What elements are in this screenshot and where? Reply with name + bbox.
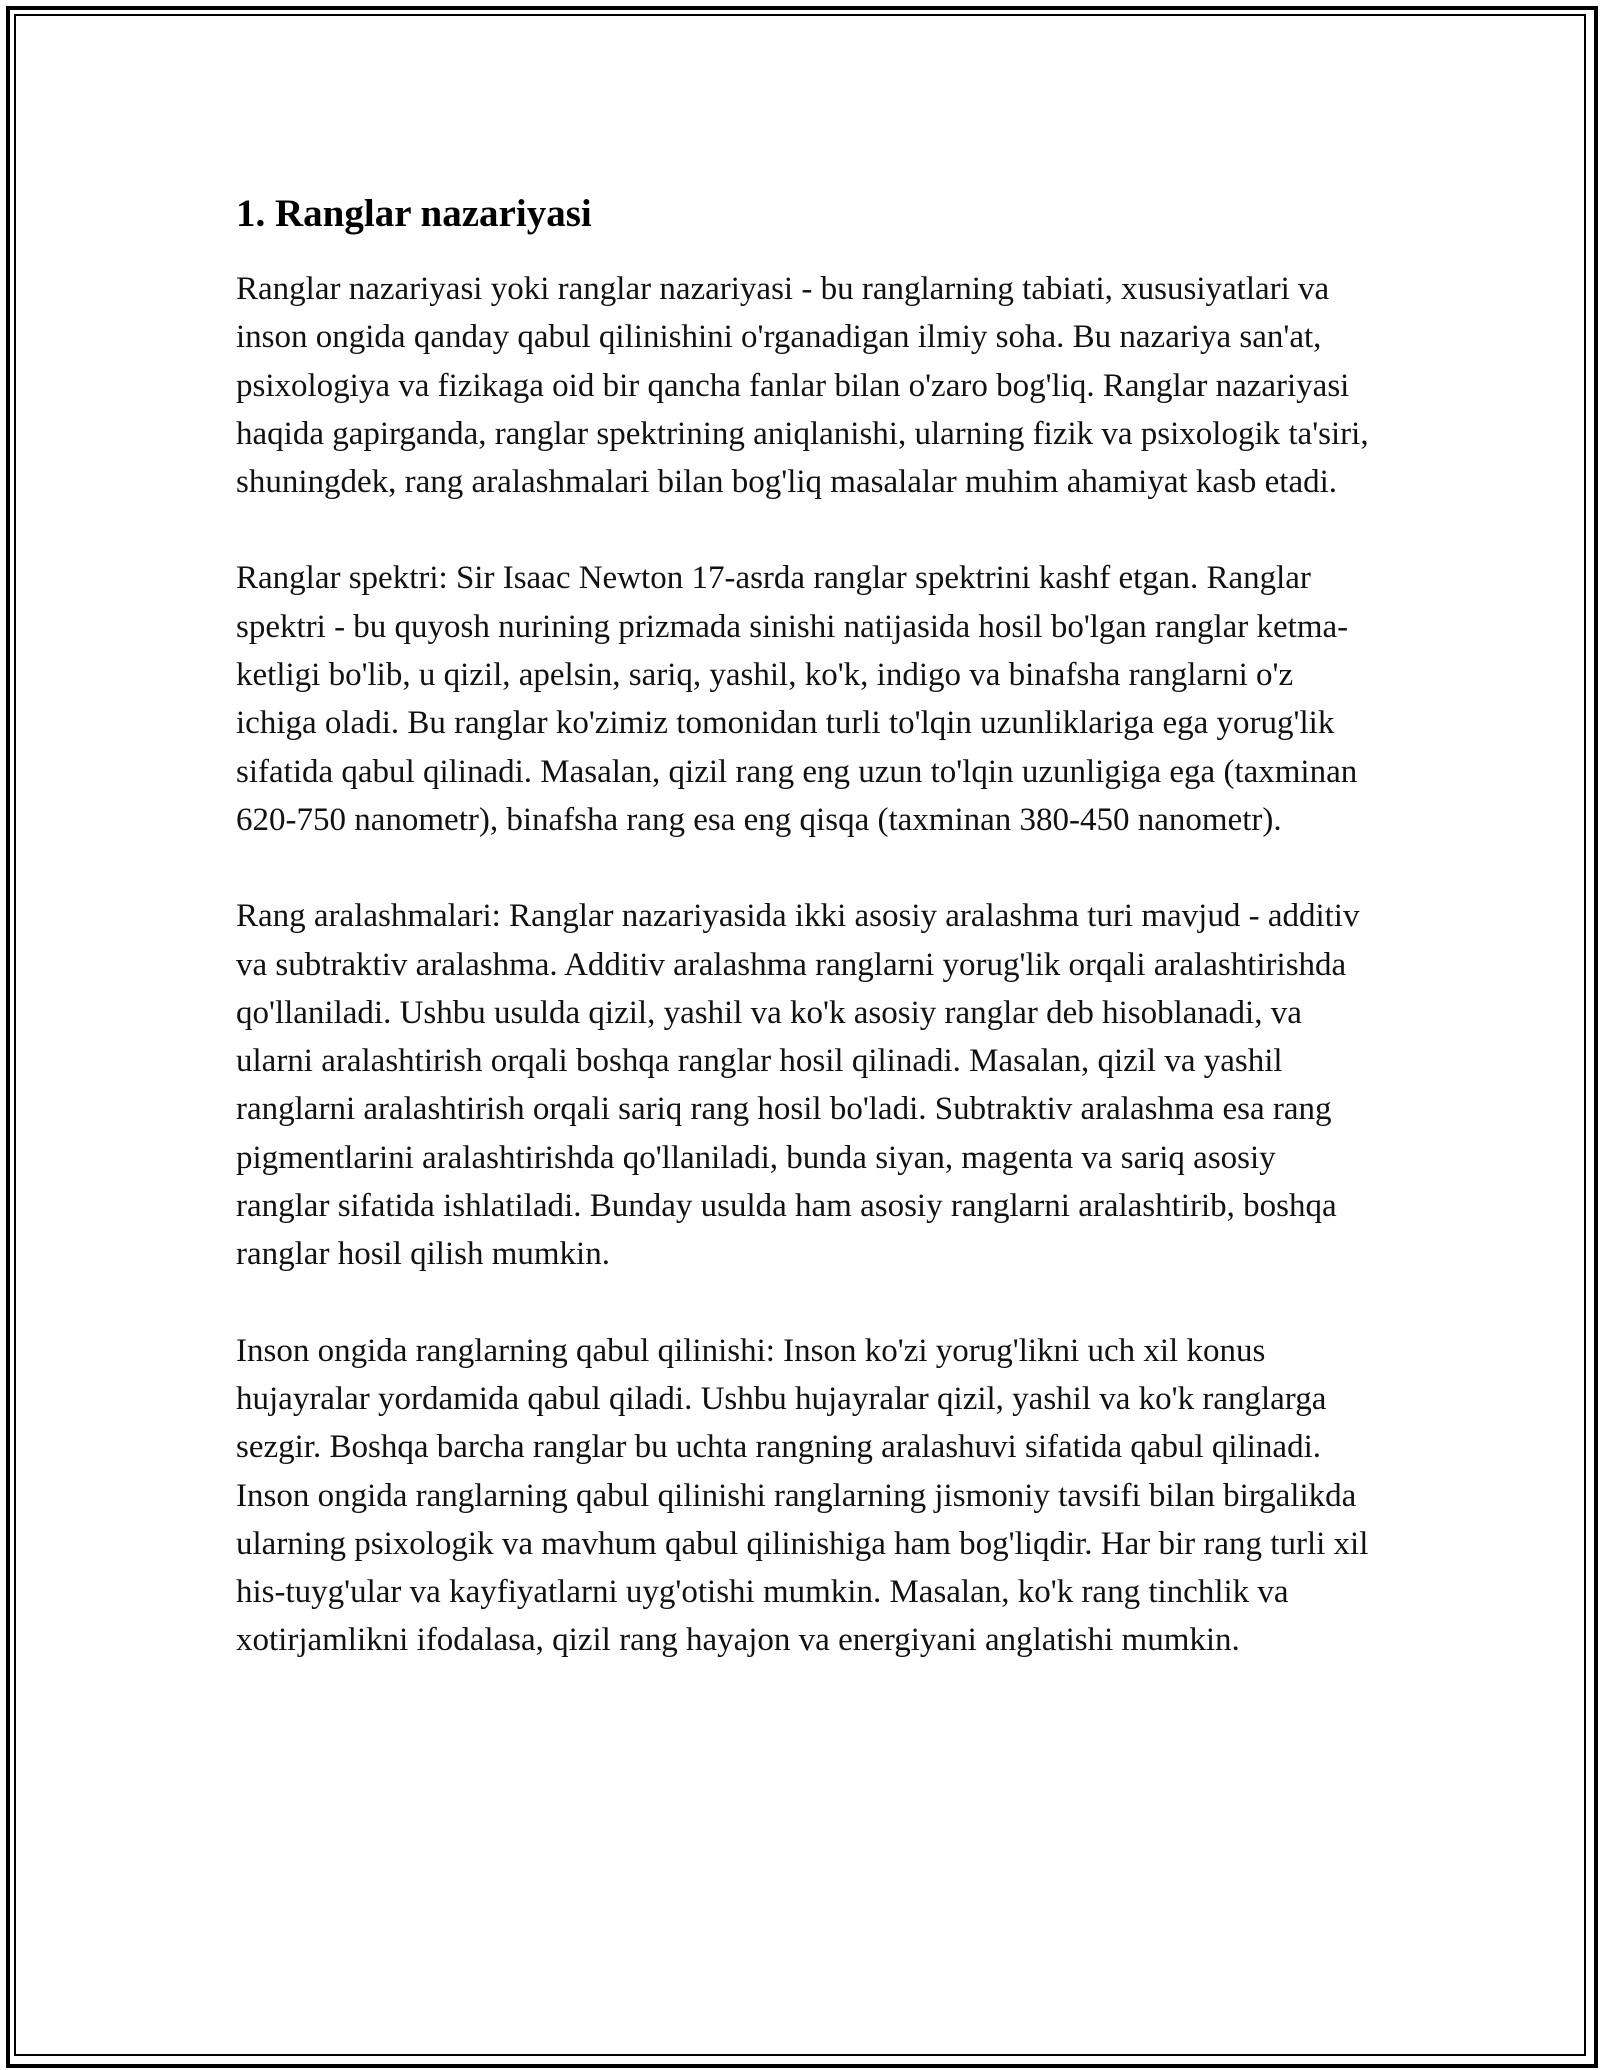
paragraph-color-perception: Inson ongida ranglarning qabul qilinishi: Inson ko'zi yorug'likni uch xil konus hujayralar yordamida qabul qiladi. Ushbu hujayralar qizil, yashil va ko'k ranglarga sezgir. Boshqa barcha ranglar bu uchta rangning aralashuvi sifatida qabul qilinadi. Inson ongida ranglarning qabul qilinishi ranglarning jismoniy tavsifi bilan birgalikda ularning psixologik va mavhum qabul qilinishiga ham bog'liqdir. Har bir rang turli xil his-tuyg'ular va kayfiyatlarni uyg'otishi mumkin. Masalan, ko'k rang tinchlik va xotirjamlikni ifodalasa, qizil rang hayajon va energiyani anglatishi mumkin. xyxy=(236,1332,1369,1659)
paragraph-color-spectrum: Ranglar spektri: Sir Isaac Newton 17-asrda ranglar spektrini kashf etgan. Ranglar spektri - bu quyosh nurining prizmada sinishi natijasida hosil bo'lgan ranglar ketma-ketligi bo'lib, u qizil, apelsin, sariq, yashil, ko'k, indigo va binafsha ranglarni o'z ichiga oladi. Bu ranglar ko'zimiz tomonidan turli to'lqin uzunliklariga ega yorug'lik sifatida qabul qilinadi. Masalan, qizil rang eng uzun to'lqin uzunligiga ega (taxminan 620-750 nanometr), binafsha rang esa eng qisqa (taxminan 380-450 nanometr). xyxy=(236,560,1358,838)
document-body xyxy=(236,190,1371,1665)
paragraph-color-mixing: Rang aralashmalari: Ranglar nazariyasida ikki asosiy aralashma turi mavjud - additiv va subtraktiv aralashma. Additiv aralashma ranglarni yorug'lik orqali aralashtirishda qo'llaniladi. Ushbu usulda qizil, yashil va ko'k asosiy ranglar deb hisoblanadi, va ularni aralashtirish orqali boshqa ranglar hosil qilinadi. Masalan, qizil va yashil ranglarni aralashtirish orqali sariq rang hosil bo'ladi. Subtraktiv aralashma esa rang pigmentlarini aralashtirishda qo'llaniladi, bunda siyan, magenta va sariq asosiy ranglar sifatida ishlatiladi. Bunday usulda ham asosiy ranglarni aralashtirib, boshqa ranglar hosil qilish mumkin. xyxy=(236,898,1360,1273)
section-title: 1. Ranglar nazariyasi xyxy=(236,192,592,235)
paragraph-intro: Ranglar nazariyasi yoki ranglar nazariyasi - bu ranglarning tabiati, xususiyatlari va inson ongida qanday qabul qilinishini o'rganadigan ilmiy soha. Bu nazariya san'at, psixologiya va fizikaga oid bir qancha fanlar bilan o'zaro bog'liq. Ranglar nazariyasi haqida gapirganda, ranglar spektrining aniqlanishi, ularning fizik va psixologik ta'siri, shuningdek, rang aralashmalari bilan bog'liq masalalar muhim ahamiyat kasb etadi. xyxy=(236,271,1369,501)
